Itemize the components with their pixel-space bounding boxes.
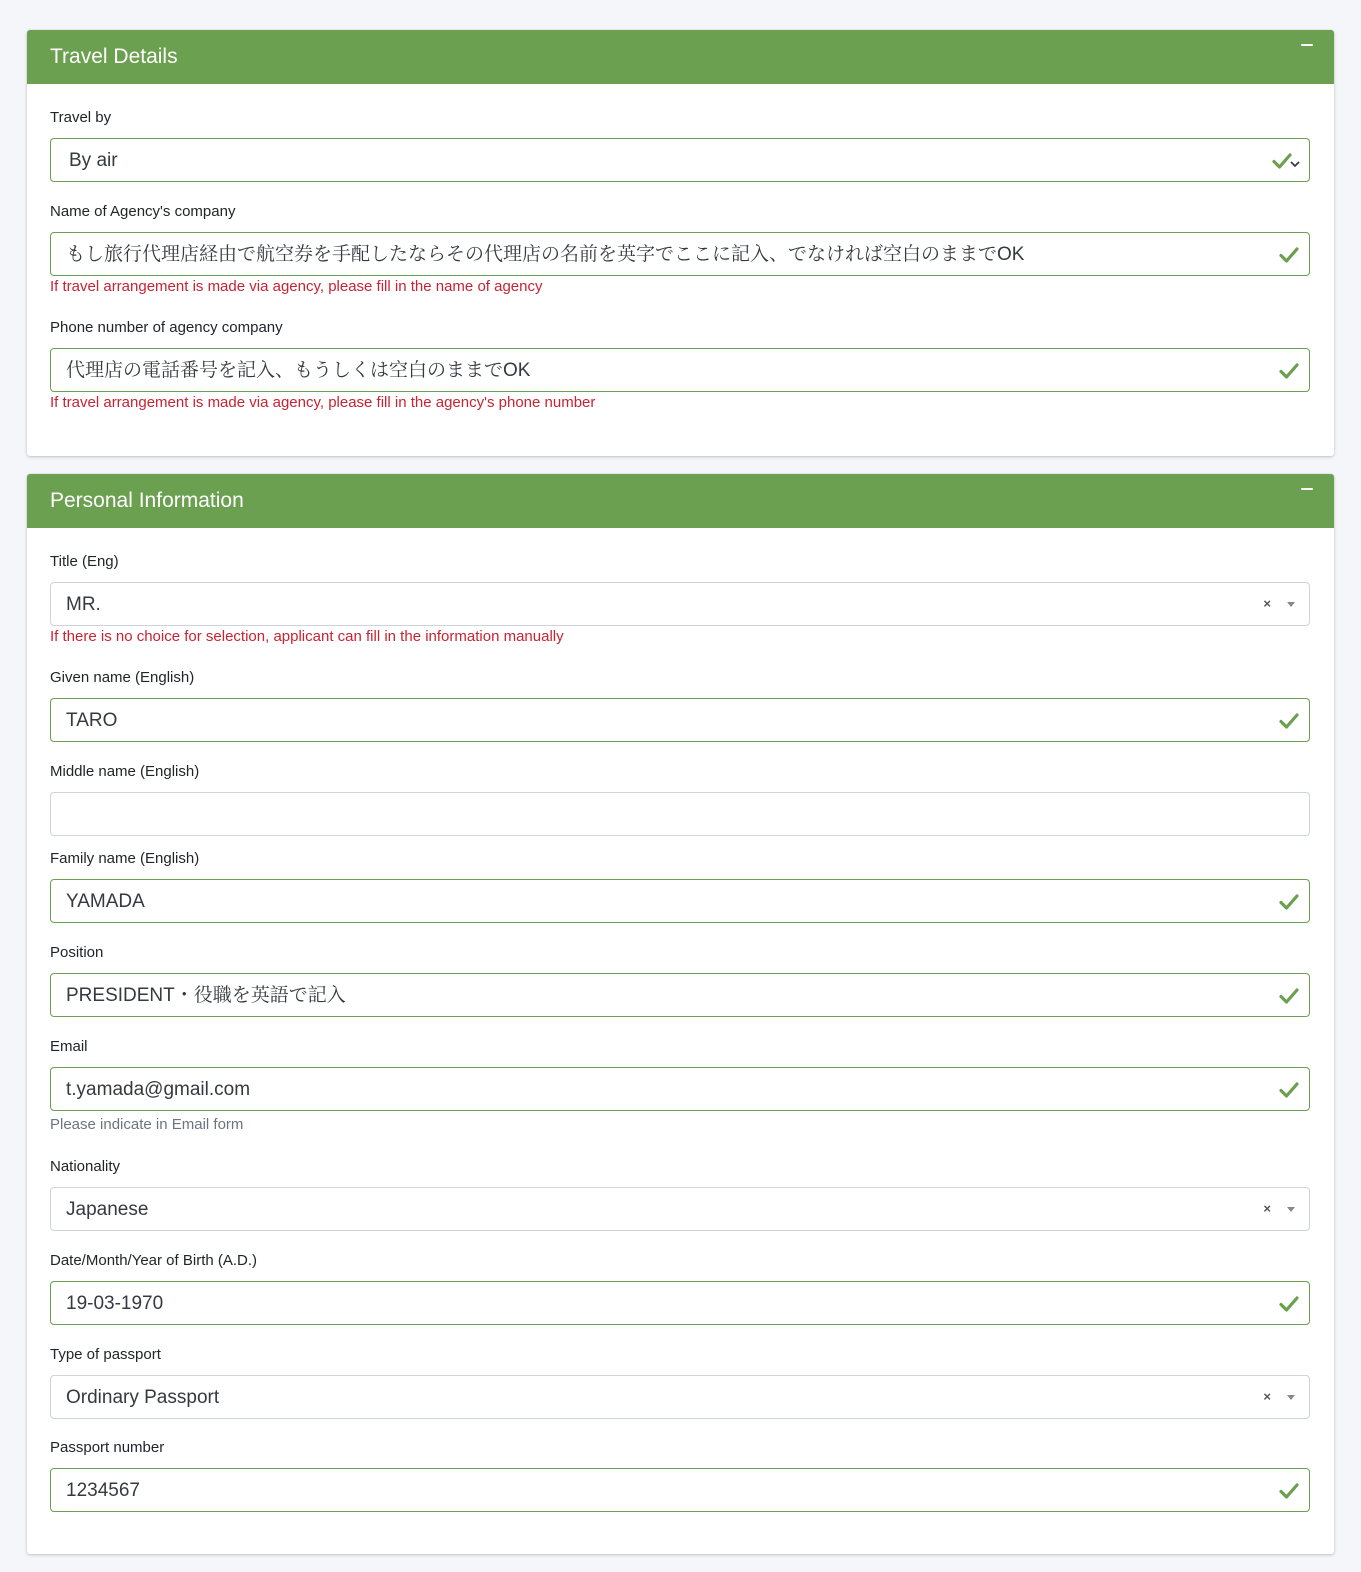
title-eng-select[interactable]	[50, 582, 1310, 626]
check-icon	[1278, 985, 1300, 1007]
email-value: t.yamada@gmail.com	[66, 1079, 251, 1100]
caret-down-icon	[1287, 602, 1295, 607]
card-title: Personal Information	[50, 489, 244, 512]
minus-icon	[1301, 488, 1313, 490]
given-name-label: Given name (English)	[50, 669, 195, 686]
title-eng-help: If there is no choice for selection, applicant can fill in the information manually	[50, 628, 564, 645]
nationality-label: Nationality	[50, 1158, 121, 1175]
title-eng-label: Title (Eng)	[50, 553, 119, 570]
passport-type-label: Type of passport	[50, 1346, 161, 1363]
travel-details-header	[27, 30, 1334, 84]
family-name-value: YAMADA	[66, 891, 145, 912]
email-input[interactable]	[50, 1067, 1310, 1111]
nationality-select[interactable]	[50, 1187, 1310, 1231]
travel-by-label: Travel by	[50, 109, 112, 126]
middle-name-input[interactable]	[50, 792, 1310, 836]
caret-down-icon	[1287, 1207, 1295, 1212]
passport-number-input[interactable]	[50, 1468, 1310, 1512]
passport-type-select[interactable]	[50, 1375, 1310, 1419]
collapse-button[interactable]	[1300, 486, 1314, 492]
family-name-label: Family name (English)	[50, 850, 200, 867]
check-icon	[1278, 1480, 1300, 1502]
email-help: Please indicate in Email form	[50, 1116, 244, 1133]
passport-type-value: Ordinary Passport	[66, 1387, 220, 1408]
check-icon	[1278, 710, 1300, 732]
given-name-input[interactable]	[50, 698, 1310, 742]
title-eng-value: MR.	[66, 594, 101, 615]
family-name-input[interactable]	[50, 879, 1310, 923]
agency-name-value: もし旅行代理店経由で航空券を手配したならその代理店の名前を英字でここに記入、でなければ空白のままでOK	[66, 244, 1025, 265]
position-input[interactable]	[50, 973, 1310, 1017]
travel-by-value: By air	[69, 150, 118, 171]
passport-number-value: 1234567	[66, 1480, 140, 1501]
middle-name-label: Middle name (English)	[50, 763, 200, 780]
card-title: Travel Details	[50, 45, 178, 68]
dob-input[interactable]	[50, 1281, 1310, 1325]
check-icon	[1278, 244, 1300, 266]
agency-phone-label: Phone number of agency company	[50, 319, 283, 336]
check-icon	[1278, 1079, 1300, 1101]
agency-name-label: Name of Agency's company	[50, 203, 236, 220]
personal-information-header	[27, 474, 1334, 528]
agency-phone-value: 代理店の電話番号を記入、もうしくは空白のままでOK	[66, 360, 531, 381]
collapse-button[interactable]	[1300, 42, 1314, 48]
email-label: Email	[50, 1038, 88, 1055]
clear-icon[interactable]: ×	[1263, 1389, 1271, 1404]
given-name-value: TARO	[66, 710, 118, 731]
nationality-value: Japanese	[66, 1199, 149, 1220]
position-label: Position	[50, 944, 104, 961]
agency-name-input[interactable]	[50, 232, 1310, 276]
minus-icon	[1301, 44, 1313, 46]
passport-number-label: Passport number	[50, 1439, 165, 1456]
clear-icon[interactable]: ×	[1263, 596, 1271, 611]
position-value: PRESIDENT・役職を英語で記入	[66, 985, 346, 1006]
travel-by-select[interactable]	[50, 138, 1310, 182]
check-icon	[1278, 1293, 1300, 1315]
dob-value: 19-03-1970	[66, 1293, 164, 1314]
chevron-down-icon	[1290, 155, 1300, 163]
agency-phone-input[interactable]	[50, 348, 1310, 392]
check-icon	[1278, 360, 1300, 382]
clear-icon[interactable]: ×	[1263, 1201, 1271, 1216]
dob-label: Date/Month/Year of Birth (A.D.)	[50, 1252, 258, 1269]
personal-information-card	[27, 474, 1334, 1554]
agency-name-help: If travel arrangement is made via agency, please fill in the name of agency	[50, 278, 543, 295]
check-icon	[1278, 891, 1300, 913]
agency-phone-help: If travel arrangement is made via agency, please fill in the agency's phone number	[50, 394, 596, 411]
caret-down-icon	[1287, 1395, 1295, 1400]
travel-details-card	[27, 30, 1334, 456]
